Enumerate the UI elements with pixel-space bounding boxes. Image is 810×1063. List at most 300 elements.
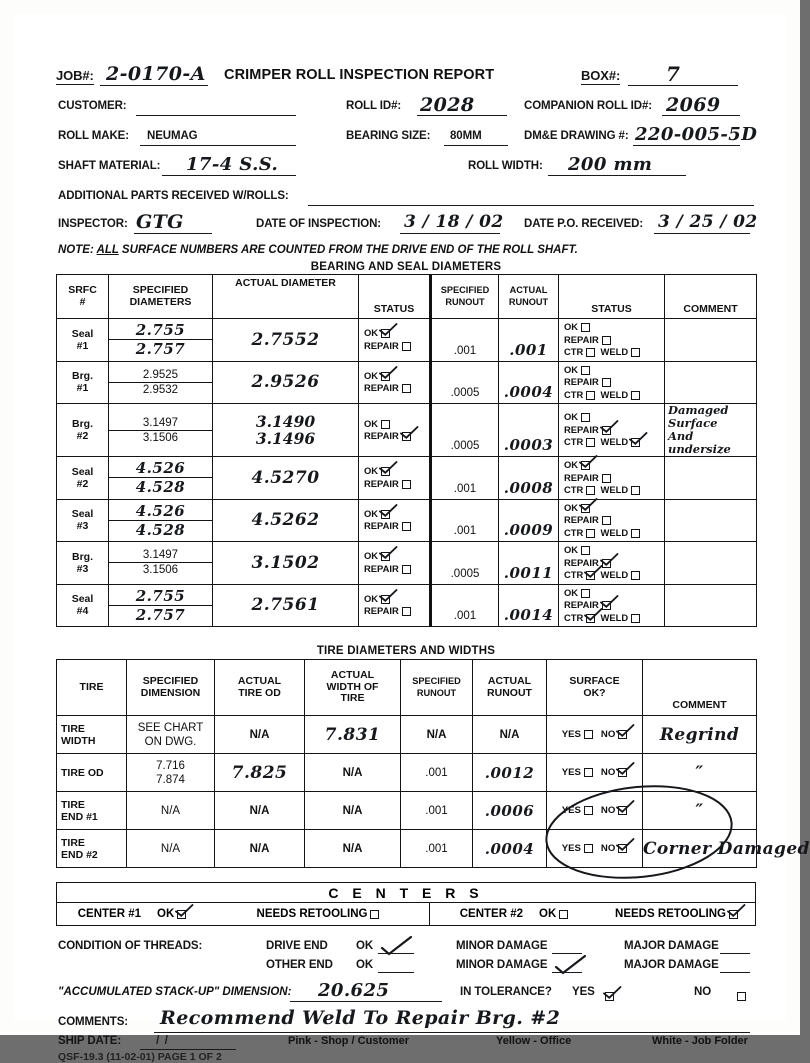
bearing-status-runout-weld-checkbox[interactable] — [631, 529, 640, 538]
drive-end-ok-check — [380, 935, 414, 962]
bearing-table-row — [57, 361, 757, 404]
threads-label: CONDITION OF THREADS: — [58, 940, 203, 952]
th-actual-od-l1: ACTUAL — [237, 675, 282, 687]
bearing-status-runout-weld-checkbox[interactable] — [631, 348, 640, 357]
tire-specified-dimension — [127, 716, 215, 754]
bearing-status-diameter-ok-checkbox[interactable] — [381, 595, 390, 604]
bearing-row-label — [57, 404, 109, 457]
ship-date-label: SHIP DATE: — [58, 1035, 122, 1047]
center1-retool-label: NEEDS RETOOLING — [256, 908, 368, 920]
center2-retool-label: NEEDS RETOOLING — [615, 908, 726, 920]
tire-actual-runout: .0012 — [473, 754, 547, 792]
bearing-status-runout-weld-label: WELD — [600, 484, 629, 495]
tolerance-no-label: NO — [694, 986, 712, 998]
job-label: JOB#: — [56, 68, 94, 83]
bearing-row-label — [57, 457, 109, 500]
bearing-row-label-l1: Seal — [71, 508, 94, 521]
bearing-status-diameter-ok-label: OK — [364, 465, 379, 477]
bearing-specified-runout: .001 — [431, 457, 499, 500]
th-status-1: STATUS — [359, 275, 431, 319]
bearing-status-runout-repair-label: REPAIR — [564, 333, 599, 345]
actual-diameter-1: 3.1490 — [255, 412, 316, 431]
roll-id-label: ROLL ID#: — [346, 100, 402, 112]
bearing-row-label-l2: #4 — [76, 605, 89, 618]
tire-spec-l1: SEE CHART — [137, 721, 204, 734]
bearing-actual-diameter: 2.7561 — [213, 584, 359, 627]
drive-end-label: DRIVE END — [266, 940, 328, 952]
tire-comment: Regrind — [643, 716, 757, 754]
spec-diameter-low: 4.528 — [135, 520, 186, 539]
bearing-row-label — [57, 319, 109, 362]
box-value: 7 — [666, 62, 681, 86]
roll-width-field[interactable] — [548, 156, 686, 176]
bearing-status-runout-repair-checkbox[interactable] — [602, 426, 611, 435]
bearing-status-runout-ctr-checkbox[interactable] — [586, 438, 595, 447]
bearing-status-runout-ok-label: OK — [564, 501, 579, 513]
th-spec-l1: SPECIFIED — [132, 284, 189, 296]
tire-row-label-l1: TIRE — [61, 836, 85, 849]
bearing-specified-runout: .001 — [431, 319, 499, 362]
bearing-status-runout-weld-checkbox[interactable] — [631, 438, 640, 447]
bearing-status-runout-repair-checkbox[interactable] — [602, 516, 611, 525]
tire-spec-l1: 7.716 — [156, 759, 185, 772]
bearing-status-runout-ctr-label: CTR — [564, 484, 584, 495]
header-row-rollmake — [56, 124, 756, 154]
bearing-actual-diameter — [213, 404, 359, 457]
roll-make-label: ROLL MAKE: — [58, 130, 129, 142]
header-row-additional — [56, 184, 756, 212]
tire-row-label-l1: TIRE OD — [61, 766, 104, 779]
bearing-status-diameter-repair-checkbox[interactable] — [402, 342, 411, 351]
bearing-status-diameter — [359, 499, 431, 542]
bearing-status-runout-weld-checkbox[interactable] — [631, 391, 640, 400]
bearing-status-runout-ctr-checkbox[interactable] — [586, 391, 595, 400]
roll-id-field[interactable] — [417, 96, 507, 116]
bearing-actual-runout: .0003 — [499, 404, 559, 457]
tire-actual-od: N/A — [215, 716, 305, 754]
bearing-comment — [665, 361, 757, 404]
th-actual-runout-l2: RUNOUT — [508, 296, 549, 307]
bearing-status-runout-ctr-label: CTR — [564, 526, 584, 538]
bearing-specified-runout: .0005 — [431, 404, 499, 457]
bearing-comment — [665, 584, 757, 627]
tire-yes-label: YES — [561, 843, 581, 854]
bearing-specified-diameters — [109, 499, 213, 542]
ship-date-field[interactable] — [140, 1032, 236, 1050]
companion-roll-field[interactable] — [662, 96, 740, 116]
bearing-status-diameter-ok-label: OK — [364, 592, 379, 604]
date-inspection-field[interactable] — [400, 212, 504, 234]
bearing-table-header-row — [57, 275, 757, 319]
tire-no-label: NO — [600, 805, 616, 816]
bearing-status-runout-weld-checkbox[interactable] — [631, 614, 640, 623]
spec-diameter-high: 2.755 — [109, 587, 212, 606]
bearing-status-runout-weld-checkbox[interactable] — [631, 571, 640, 580]
bearing-status-diameter-repair-label: REPAIR — [364, 605, 399, 617]
th-tire-actual-runout — [473, 660, 547, 716]
copy-pink-label: Pink - Shop / Customer — [288, 1035, 410, 1047]
th-tire-spec-runout — [401, 660, 473, 716]
roll-make-field[interactable] — [140, 126, 296, 146]
spec-diameter-high: 3.1497 — [109, 416, 212, 431]
bearing-status-diameter-repair-label: REPAIR — [364, 382, 399, 394]
bearing-status-runout-ok-checkbox[interactable] — [581, 366, 590, 375]
other-end-label: OTHER END — [266, 959, 333, 971]
bearing-status-diameter — [359, 404, 431, 457]
bearing-status-diameter-ok-checkbox[interactable] — [381, 510, 390, 519]
inspector-field[interactable] — [134, 211, 212, 234]
centers-section — [56, 882, 756, 926]
tolerance-yes-label: YES — [572, 986, 595, 998]
tire-spec-l2: ON DWG. — [144, 735, 197, 748]
bearing-status-diameter-ok-checkbox[interactable] — [381, 467, 390, 476]
inspector-label: INSPECTOR: — [58, 218, 128, 230]
center1-label: CENTER #1 — [77, 908, 142, 920]
bearing-status-runout-repair-label: REPAIR — [564, 471, 599, 483]
box-label: BOX#: — [581, 68, 621, 83]
bearing-status-runout-weld-label: WELD — [600, 388, 629, 400]
th-tire-actual-runout-l1: ACTUAL — [487, 675, 532, 687]
bearing-status-runout-ctr-checkbox[interactable] — [586, 486, 595, 495]
bearing-status-runout-repair-label: REPAIR — [564, 599, 599, 610]
header-row-inspector — [56, 212, 756, 242]
bearing-status-runout-repair-label: REPAIR — [564, 514, 599, 525]
tire-actual-width: N/A — [305, 754, 401, 792]
bearing-specified-diameters — [109, 319, 213, 362]
tire-yes-checkbox[interactable] — [584, 730, 593, 739]
th-actual-runout — [499, 275, 559, 319]
comments-value: Recommend Weld To Repair Brg. #2 — [160, 1007, 561, 1029]
center2-ok-label: OK — [539, 908, 557, 920]
other-end-minor-label: MINOR DAMAGE — [456, 959, 548, 971]
bearing-status-runout-ctr-checkbox[interactable] — [586, 571, 595, 580]
th-actual-width-l2: WIDTH OF — [326, 680, 379, 693]
th-surface-ok — [547, 660, 643, 716]
tire-no-label: NO — [600, 729, 616, 740]
bearing-status-diameter-repair-checkbox[interactable] — [402, 480, 411, 489]
tire-row-label-l2: WIDTH — [61, 734, 96, 747]
bearing-size-value: 80MM — [450, 130, 482, 142]
bearing-status-runout-weld-label: WELD — [600, 346, 629, 357]
date-inspection-label: DATE OF INSPECTION: — [256, 218, 382, 230]
bearing-status-diameter-repair-checkbox[interactable] — [402, 384, 411, 393]
bearing-row-label-l2: #2 — [76, 430, 89, 442]
bearing-status-runout-repair-checkbox[interactable] — [602, 559, 611, 568]
bearing-actual-diameter: 3.1502 — [213, 542, 359, 585]
bearing-status-diameter-repair-checkbox[interactable] — [402, 522, 411, 531]
note-prefix: NOTE: — [58, 244, 97, 256]
drive-end-minor-label: MINOR DAMAGE — [456, 940, 548, 952]
bearing-status-diameter — [359, 319, 431, 362]
bearing-specified-runout: .0005 — [431, 542, 499, 585]
bearing-size-field[interactable] — [444, 126, 508, 146]
spec-diameter-low: 2.9532 — [142, 383, 179, 396]
box-field[interactable] — [628, 64, 738, 86]
tire-row-label — [57, 792, 127, 830]
center1-ok-group[interactable] — [57, 908, 207, 920]
tire-actual-od: N/A — [215, 830, 305, 868]
tire-surface-ok — [547, 716, 643, 754]
tire-yes-label: YES — [561, 805, 581, 816]
bearing-row-label-l2: #3 — [76, 520, 89, 533]
date-po-value: 3 / 25 / 02 — [658, 212, 758, 232]
bearing-status-diameter-ok-label: OK — [364, 417, 379, 429]
bearing-status-runout-weld-label: WELD — [600, 569, 629, 580]
bearing-row-label-l1: Brg. — [72, 550, 93, 563]
inspector-value: GTG — [136, 211, 184, 233]
bearing-status-diameter-ok-checkbox[interactable] — [381, 420, 390, 429]
date-inspection-value: 3 / 18 / 02 — [404, 212, 504, 232]
bearing-status-diameter-ok-label: OK — [364, 507, 379, 519]
shaft-material-label: SHAFT MATERIAL: — [58, 160, 161, 172]
bearing-seal-diameters-table — [56, 274, 757, 627]
bearing-status-diameter-ok-checkbox[interactable] — [381, 329, 390, 338]
bearing-specified-diameters — [109, 404, 213, 457]
bearing-status-diameter-ok-label: OK — [364, 369, 379, 381]
tire-table-row — [57, 716, 757, 754]
th-actual-tire-od — [215, 660, 305, 716]
stackup-label: "ACCUMULATED STACK-UP" DIMENSION: — [58, 986, 292, 998]
th-status-2: STATUS — [559, 275, 665, 319]
tire-row-label — [57, 716, 127, 754]
tire-actual-runout: N/A — [473, 716, 547, 754]
th-spec-dim-l1: SPECIFIED — [142, 675, 199, 687]
tire-spec-l1: N/A — [160, 842, 181, 855]
companion-roll-label: COMPANION ROLL ID#: — [524, 100, 653, 112]
bearing-actual-runout: .0004 — [499, 361, 559, 404]
bearing-actual-runout: .0008 — [499, 457, 559, 500]
bearing-specified-runout: .001 — [431, 499, 499, 542]
th-tire-spec-runout-l1: SPECIFIED — [412, 676, 461, 686]
bearing-comment — [665, 319, 757, 362]
bearing-status-runout-ok-checkbox[interactable] — [581, 323, 590, 332]
customer-field[interactable] — [136, 96, 296, 116]
th-tire: TIRE — [57, 660, 127, 716]
th-specified-runout — [431, 275, 499, 319]
bearing-status-diameter-repair-label: REPAIR — [364, 430, 399, 441]
bearing-row-label-l1: Brg. — [72, 418, 93, 430]
roll-width-label: ROLL WIDTH: — [468, 160, 543, 172]
th-spec-runout-l1: SPECIFIED — [440, 285, 490, 295]
drawing-field[interactable] — [633, 124, 758, 146]
bearing-status-runout-ok-checkbox[interactable] — [581, 461, 590, 470]
comments-field[interactable] — [154, 1007, 750, 1033]
other-end-major-blank[interactable] — [720, 972, 750, 973]
tire-comment: ″ — [643, 754, 757, 792]
center2-retool-group[interactable] — [598, 908, 755, 920]
other-end-minor-check — [554, 954, 588, 981]
drive-end-major-blank[interactable] — [720, 953, 750, 954]
doc-id: QSF-19.3 (11-02-01) PAGE 1 OF 2 — [58, 1051, 222, 1063]
tire-row-label-l1: TIRE — [61, 722, 85, 735]
tire-row-label-l2: END #2 — [61, 848, 98, 861]
bearing-row-label — [57, 361, 109, 404]
bearing-status-runout-repair-checkbox[interactable] — [602, 474, 611, 483]
other-end-major-label: MAJOR DAMAGE — [624, 959, 719, 971]
th-surface-l1: SURFACE — [569, 675, 620, 687]
bearing-status-runout — [559, 457, 665, 500]
bearing-status-runout-weld-label: WELD — [600, 436, 629, 448]
bearing-status-runout-repair-label: REPAIR — [564, 423, 599, 435]
bearing-status-runout — [559, 319, 665, 362]
other-end-ok-blank[interactable] — [378, 972, 414, 973]
bearing-status-runout-weld-checkbox[interactable] — [631, 486, 640, 495]
bearing-comment-line: Damaged Surface — [668, 403, 729, 430]
drive-end-major-label: MAJOR DAMAGE — [624, 940, 719, 952]
bearing-comment — [665, 542, 757, 585]
centers-row — [57, 902, 755, 925]
bearing-table-row — [57, 542, 757, 585]
stackup-section — [56, 982, 756, 1010]
tolerance-yes-checkbox[interactable] — [605, 992, 614, 1001]
tire-actual-width: N/A — [305, 830, 401, 868]
bearing-status-runout-ctr-label: CTR — [564, 346, 584, 357]
bearing-status-runout-ok-checkbox[interactable] — [581, 413, 590, 422]
center1-retool-checkbox[interactable] — [370, 910, 379, 919]
tolerance-no-checkbox[interactable] — [737, 992, 746, 1001]
bearing-comment — [665, 457, 757, 500]
bearing-status-diameter-repair-label: REPAIR — [364, 339, 399, 351]
header-row-job — [56, 62, 756, 94]
bearing-status-runout-weld-label: WELD — [600, 611, 629, 623]
tire-no-checkbox[interactable] — [618, 730, 627, 739]
customer-label: CUSTOMER: — [58, 100, 127, 112]
bearing-status-runout-repair-label: REPAIR — [564, 556, 599, 568]
bearing-status-runout-repair-checkbox[interactable] — [602, 336, 611, 345]
tire-comment: Corner Damaged — [643, 830, 757, 868]
note-rest: SURFACE NUMBERS ARE COUNTED FROM THE DRIVE END OF THE ROLL SHAFT. — [118, 244, 578, 256]
bearing-status-runout-ok-checkbox[interactable] — [581, 546, 590, 555]
drive-end-ok-label: OK — [356, 940, 374, 952]
bearing-status-runout-ctr-label: CTR — [564, 436, 584, 448]
bearing-actual-runout: .001 — [499, 319, 559, 362]
th-actual-width-l3: TIRE — [340, 692, 365, 705]
bearing-row-label-l2: #1 — [76, 339, 89, 352]
additional-parts-field[interactable] — [308, 186, 754, 206]
other-end-ok-label: OK — [356, 959, 374, 971]
roll-id-value: 2028 — [420, 94, 475, 116]
roll-make-value: NEUMAG — [147, 130, 198, 142]
bearing-row-label — [57, 584, 109, 627]
shaft-material-value: 17-4 S.S. — [186, 154, 279, 175]
bearing-status-runout-ctr-checkbox[interactable] — [586, 614, 595, 623]
bearing-table-caption: BEARING AND SEAL DIAMETERS — [310, 261, 502, 273]
bearing-specified-runout: .0005 — [431, 361, 499, 404]
ship-date-value: / / — [156, 1033, 170, 1047]
th-spec-dim-l2: DIMENSION — [140, 686, 201, 699]
bearing-status-runout — [559, 404, 665, 457]
bearing-specified-diameters — [109, 542, 213, 585]
bearing-status-diameter-ok-checkbox[interactable] — [381, 372, 390, 381]
spec-diameter-high: 4.526 — [109, 502, 212, 521]
tire-yes-label: YES — [561, 767, 581, 778]
bearing-status-runout-repair-checkbox[interactable] — [602, 601, 611, 610]
bearing-status-runout — [559, 499, 665, 542]
th-tire-comment: COMMENT — [643, 660, 757, 716]
bearing-status-diameter-repair-checkbox[interactable] — [402, 565, 411, 574]
bearing-status-diameter-ok-checkbox[interactable] — [381, 552, 390, 561]
bearing-row-label-l1: Seal — [71, 327, 94, 340]
center2-ok-checkbox[interactable] — [559, 910, 568, 919]
bearing-comment — [665, 499, 757, 542]
bearing-status-runout-ctr-checkbox[interactable] — [586, 529, 595, 538]
bearing-status-diameter — [359, 457, 431, 500]
bearing-status-runout-ok-checkbox[interactable] — [581, 504, 590, 513]
bearing-status-runout-ctr-checkbox[interactable] — [586, 348, 595, 357]
tire-comment: ″ — [643, 792, 757, 830]
bearing-status-diameter-repair-checkbox[interactable] — [402, 432, 411, 441]
bearing-status-runout — [559, 584, 665, 627]
stackup-field[interactable] — [290, 982, 442, 1002]
footer-section — [56, 1007, 756, 1063]
tire-actual-width: 7.831 — [305, 716, 401, 754]
bearing-actual-runout: .0014 — [499, 584, 559, 627]
bearing-row-label-l2: #1 — [76, 382, 89, 395]
bearing-size-label: BEARING SIZE: — [346, 130, 431, 142]
bearing-status-diameter-repair-label: REPAIR — [364, 520, 399, 532]
centers-title: C E N T E R S — [328, 885, 484, 901]
center2-ok-group[interactable] — [430, 908, 598, 920]
tolerance-label: IN TOLERANCE? — [460, 986, 552, 998]
bearing-status-runout-ok-label: OK — [564, 411, 579, 423]
bearing-status-runout-ok-checkbox[interactable] — [581, 589, 590, 598]
center1-retool-group[interactable] — [207, 908, 429, 920]
tire-specified-runout: .001 — [401, 754, 473, 792]
th-actual-width — [305, 660, 401, 716]
shaft-material-field[interactable] — [162, 156, 296, 176]
center1-ok-checkbox[interactable] — [177, 910, 186, 919]
bearing-status-runout-ok-label: OK — [564, 321, 579, 332]
bearing-status-diameter-repair-checkbox[interactable] — [402, 607, 411, 616]
tire-actual-runout: .0006 — [473, 792, 547, 830]
th-srfc-l2: # — [79, 295, 86, 308]
bearing-status-runout — [559, 542, 665, 585]
tire-row-label-l2: END #1 — [61, 810, 98, 823]
note-line — [56, 242, 756, 260]
stackup-value: 20.625 — [318, 980, 390, 1001]
drawing-label: DM&E DRAWING #: — [524, 130, 629, 142]
center2-label: CENTER #2 — [459, 908, 524, 920]
page-title: CRIMPER ROLL INSPECTION REPORT — [224, 67, 495, 83]
tire-specified-dimension — [127, 830, 215, 868]
header-row-shaft — [56, 154, 756, 184]
tire-table-caption: TIRE DIAMETERS AND WIDTHS — [316, 645, 496, 657]
drawing-value: 220-005-5D — [635, 124, 758, 145]
bearing-row-label — [57, 542, 109, 585]
th-actual-width-l1: ACTUAL — [330, 669, 375, 682]
bearing-status-runout-weld-label: WELD — [600, 526, 629, 538]
tire-actual-od: 7.825 — [215, 754, 305, 792]
bearing-status-runout-ok-label: OK — [564, 586, 579, 598]
threads-section — [56, 936, 756, 982]
bearing-table-row — [57, 499, 757, 542]
bearing-status-diameter-repair-label: REPAIR — [364, 562, 399, 574]
th-spec-dimension — [127, 660, 215, 716]
job-field[interactable] — [100, 64, 208, 86]
spec-diameter-low: 3.1506 — [142, 431, 179, 444]
comments-label: COMMENTS: — [58, 1016, 129, 1028]
bearing-table-row — [57, 319, 757, 362]
bearing-actual-diameter: 4.5270 — [213, 457, 359, 500]
tire-actual-runout: .0004 — [473, 830, 547, 868]
form-content — [56, 62, 810, 1063]
spec-diameter-low: 3.1506 — [142, 564, 179, 577]
bearing-status-runout-repair-checkbox[interactable] — [602, 378, 611, 387]
copy-yellow-label: Yellow - Office — [496, 1035, 572, 1047]
date-po-field[interactable] — [654, 212, 758, 234]
th-spec-runout-l2: RUNOUT — [445, 296, 485, 307]
center2-retool-checkbox[interactable] — [729, 910, 738, 919]
